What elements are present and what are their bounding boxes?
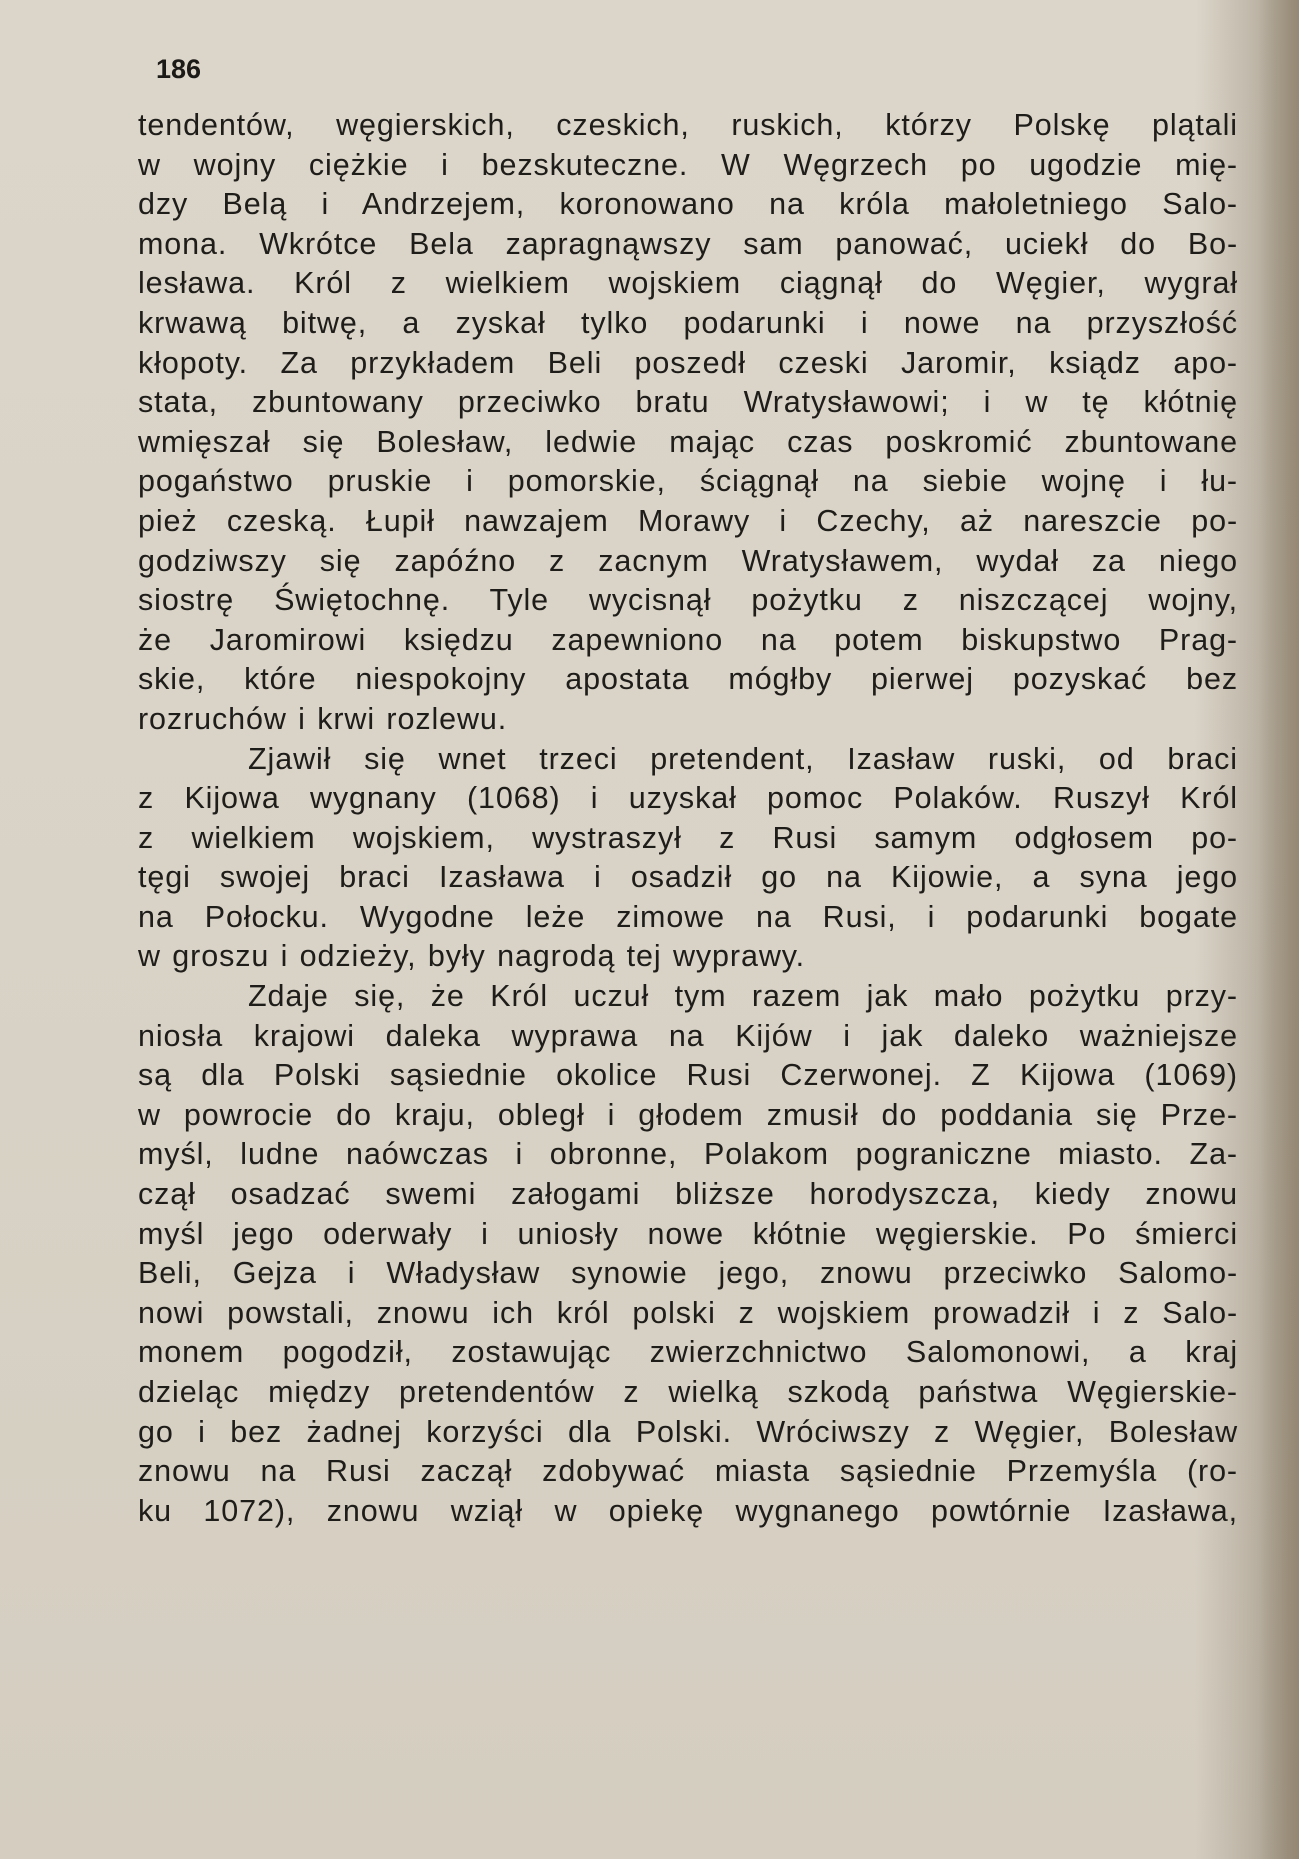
text-line: siostrę Świętochnę. Tyle wycisnął pożytku z niszczącej wojny, — [138, 583, 1238, 618]
text-line: godziwszy się zapóźno z zacnym Wratysławem, wydał za niego — [138, 543, 1238, 578]
text-line: myśl jego oderwały i uniosły nowe kłótnie węgierskie. Po śmierci — [138, 1216, 1238, 1251]
paragraph-3 — [138, 977, 1238, 1531]
page-edge-shadow — [1259, 0, 1299, 1859]
text-line: Zjawił się wnet trzeci pretendent, Izasław ruski, od braci — [248, 741, 1238, 776]
text-line: tendentów, węgierskich, czeskich, ruskich, którzy Polskę plątali — [138, 108, 1238, 142]
text-line: krwawą bitwę, a zyskał tylko podarunki i nowe na przyszłość — [138, 305, 1238, 340]
text-line: myśl, ludne naówczas i obronne, Polakom pograniczne miasto. Za- — [138, 1137, 1238, 1172]
text-line: skie, które niespokojny apostata mógłby pierwej pozyskać bez — [138, 662, 1238, 697]
text-line: w groszu i odzieży, były nagrodą tej wyprawy. — [138, 939, 806, 974]
text-line: na Połocku. Wygodne leże zimowe na Rusi, i podarunki bogate — [138, 899, 1238, 934]
text-line: mona. Wkrótce Bela zapragnąwszy sam panować, uciekł do Bo- — [138, 226, 1238, 261]
text-line: go i bez żadnej korzyści dla Polski. Wróciwszy z Węgier, Bolesław — [138, 1414, 1238, 1449]
body-text — [138, 106, 1238, 1531]
text-line: że Jaromirowi księdzu zapewniono na potem biskupstwo Prag- — [138, 622, 1238, 657]
text-line: są dla Polski sąsiednie okolice Rusi Czerwonej. Z Kijowa (1069) — [138, 1058, 1238, 1093]
text-line: niosła krajowi daleka wyprawa na Kijów i jak daleko ważniejsze — [138, 1018, 1238, 1053]
text-line: rozruchów i krwi rozlewu. — [138, 701, 508, 736]
text-line: kłopoty. Za przykładem Beli poszedł czeski Jaromir, ksiądz apo- — [138, 345, 1238, 380]
text-line: Zdaje się, że Król uczuł tym razem jak mało pożytku przy- — [248, 979, 1238, 1014]
text-line: stata, zbuntowany przeciwko bratu Wratysławowi; i w tę kłótnię — [138, 385, 1238, 420]
text-line: ku 1072), znowu wziął w opiekę wygnanego powtórnie Izasława, — [138, 1493, 1238, 1528]
text-line: znowu na Rusi zaczął zdobywać miasta sąsiednie Przemyśla (ro- — [138, 1454, 1238, 1489]
paragraph-1 — [138, 106, 1238, 740]
paragraph-2 — [138, 740, 1238, 978]
text-line: czął osadzać swemi załogami bliższe horodyszcza, kiedy znowu — [138, 1177, 1238, 1212]
text-line: monem pogodził, zostawując zwierzchnictwo Salomonowi, a kraj — [138, 1335, 1238, 1370]
text-line: tęgi swojej braci Izasława i osadził go na Kijowie, a syna jego — [138, 860, 1238, 895]
text-line: w powrocie do kraju, obległ i głodem zmusił do poddania się Prze- — [138, 1097, 1238, 1132]
text-line: Beli, Gejza i Władysław synowie jego, znowu przeciwko Salomo- — [138, 1256, 1238, 1291]
text-line: z wielkiem wojskiem, wystraszył z Rusi samym odgłosem po- — [138, 820, 1238, 855]
page-number: 186 — [156, 54, 202, 84]
text-line: pogaństwo pruskie i pomorskie, ściągnął na siebie wojnę i łu- — [138, 464, 1238, 499]
text-line: wmięszał się Bolesław, ledwie mając czas poskromić zbuntowane — [138, 424, 1238, 459]
text-line: z Kijowa wygnany (1068) i uzyskał pomoc Polaków. Ruszył Król — [138, 781, 1238, 816]
text-line: nowi powstali, znowu ich król polski z wojskiem prowadził i z Salo- — [138, 1295, 1238, 1330]
text-line: dzy Belą i Andrzejem, koronowano na króla małoletniego Salo- — [138, 187, 1238, 222]
text-line: pież czeską. Łupił nawzajem Morawy i Czechy, aż nareszcie po- — [138, 503, 1238, 538]
text-line: w wojny ciężkie i bezskuteczne. W Węgrzech po ugodzie mię- — [138, 147, 1238, 182]
text-line: dzieląc między pretendentów z wielką szkodą państwa Węgierskie- — [138, 1375, 1238, 1409]
text-line: lesława. Król z wielkiem wojskiem ciągnął do Węgier, wygrał — [138, 266, 1238, 301]
